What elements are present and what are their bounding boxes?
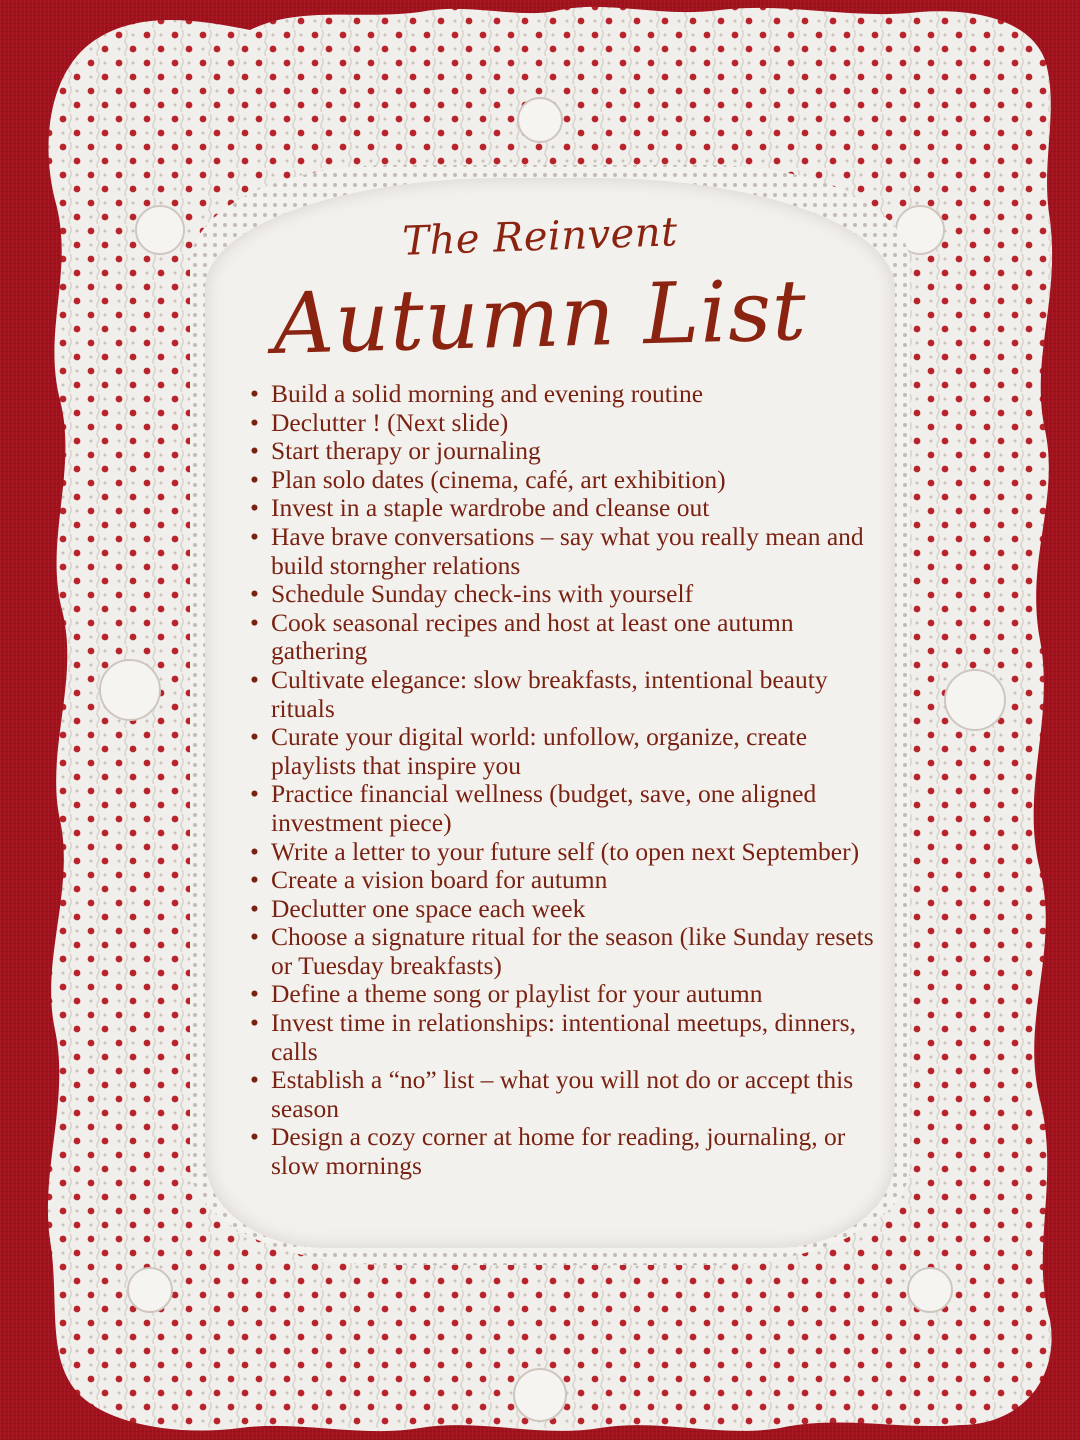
list-item: • Create a vision board for autumn xyxy=(246,866,891,895)
list-item: • Declutter one space each week xyxy=(246,895,891,924)
list-item: • Cook seasonal recipes and host at least one autumn gathering xyxy=(246,609,891,666)
title-the-reinvent: The Reinvent xyxy=(401,209,679,265)
autumn-list xyxy=(246,380,891,1181)
list-item: • Curate your digital world: unfollow, organize, create playlists that inspire you xyxy=(246,723,891,780)
list-item: • Cultivate elegance: slow breakfasts, intentional beauty rituals xyxy=(246,666,891,723)
list-item: • Invest time in relationships: intentional meetups, dinners, calls xyxy=(246,1009,891,1066)
list-item: • Practice financial wellness (budget, save, one aligned investment piece) xyxy=(246,780,891,837)
list-item: • Build a solid morning and evening routine xyxy=(246,380,891,409)
list-item: • Have brave conversations – say what you really mean and build storngher relations xyxy=(246,523,891,580)
title-autumn-list: Autumn List xyxy=(272,261,808,373)
list-item: • Choose a signature ritual for the season (like Sunday resets or Tuesday breakfasts) xyxy=(246,923,891,980)
list-item: • Define a theme song or playlist for your autumn xyxy=(246,980,891,1009)
list-item: • Start therapy or journaling xyxy=(246,437,891,466)
list-item: • Plan solo dates (cinema, café, art exhibition) xyxy=(246,466,891,495)
list-item: • Invest in a staple wardrobe and cleanse out xyxy=(246,494,891,523)
list-item: • Schedule Sunday check-ins with yourself xyxy=(246,580,891,609)
list-item: • Write a letter to your future self (to open next September) xyxy=(246,838,891,867)
list-item: • Design a cozy corner at home for reading, journaling, or slow mornings xyxy=(246,1123,891,1180)
list-item: • Establish a “no” list – what you will not do or accept this season xyxy=(246,1066,891,1123)
list-item: • Declutter ! (Next slide) xyxy=(246,409,891,438)
